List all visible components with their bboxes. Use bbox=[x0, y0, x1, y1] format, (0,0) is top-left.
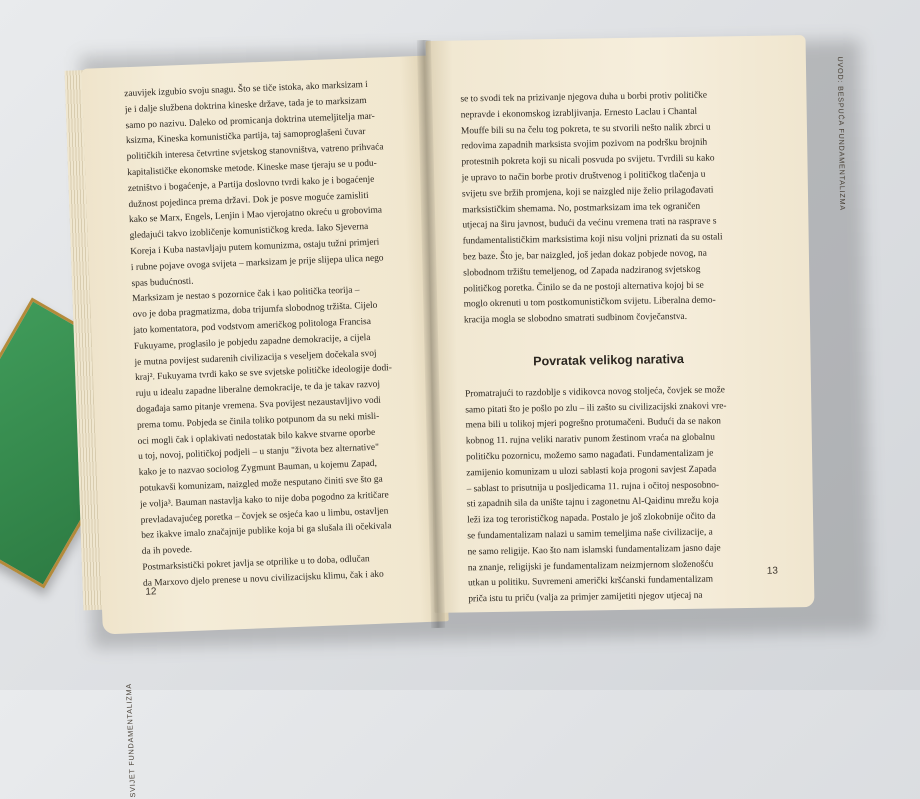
text-line: bez ikakve imalo značajnije publike koja bi ga slušala ili očekivala bbox=[141, 521, 392, 542]
page-number-left: 12 bbox=[145, 586, 157, 598]
text-line: kako se Marx, Engels, Lenjin i Mao vjerojatno okreću u grobovima bbox=[128, 205, 383, 226]
text-line: da Marxovo djelo prenese u novu civilizacijsku klimu, čak i ako bbox=[142, 569, 384, 589]
right-page-text-top bbox=[460, 88, 752, 329]
running-head-right: UVOD: BESPUĆA FUNDAMENTALIZMA bbox=[835, 56, 847, 212]
text-line: spas budućnosti. bbox=[131, 276, 194, 289]
text-line: svijetu sve bržih promjena, koji se naizgled nije želio prilagođavati bbox=[461, 185, 714, 200]
text-line: Promatrajući to razdoblje s vidikovca novog stoljeća, čovjek se može bbox=[465, 385, 725, 400]
text-line: da ih povede. bbox=[141, 545, 193, 557]
text-line: redovima zapadnih marksista svojim pozivom na podršku brojnih bbox=[461, 137, 708, 152]
text-line: ksizma, Kineska komunistička partija, taj samoproglašeni čuvar bbox=[125, 127, 366, 147]
text-line: je mutna povijest sudarenih civilizacija s veseljem dočekala svoj bbox=[134, 348, 377, 368]
text-line: gledajući takvo izobličenje komunističkog kreda. Iako Sjeverna bbox=[129, 222, 369, 242]
text-line: Mouffe bili su na čelu tog pokreta, te su stvorili nešto nalik zbrci u bbox=[460, 122, 711, 137]
text-line: leži iza tog terorističkog napada. Postalo je još zlokobnije očito da bbox=[466, 511, 716, 526]
text-line: utkan u politiku. Suvremeni američki kršćanski fundamentalizam bbox=[467, 574, 714, 589]
text-line: jato komentatora, pod vodstvom američkog politologa Francisa bbox=[133, 316, 372, 336]
text-line: kapitalističke ekonomske metode. Kineske mase tjeraju se u podu- bbox=[127, 158, 377, 179]
text-line: dužnost pojedinca prema državi. Dok je posve moguće zamisliti bbox=[128, 190, 369, 210]
text-line: ne samo religije. Kao što nam islamski fundamentalizam jasno daje bbox=[467, 543, 721, 558]
text-line: događaja samo pitanje vremena. Sva povijest nezaustavljivo vodi bbox=[136, 395, 382, 415]
text-line: kobnog 11. rujna veliki narativ punom žestinom vraća na globalnu bbox=[465, 432, 715, 447]
text-line: prevladavajućeg poretka – čovjek se osjeća kao u limbu, ostavljen bbox=[140, 505, 389, 526]
page-number-right: 13 bbox=[766, 565, 778, 577]
text-line: samo po nazivu. Daleko od promicanja doktrina utemeljitelja mar- bbox=[125, 111, 375, 131]
text-line: – sablast to prisutnija u posljedicama 11. rujna i očitoj nesposobno- bbox=[466, 479, 720, 494]
text-line: Fukuyame, proglasilo je pobjedu zapadne demokracije, a cijela bbox=[133, 332, 371, 352]
text-line: i rubne pojave ovoga svijeta – marksizam je prije slijepa ulica nego bbox=[130, 253, 384, 273]
text-line: mena bili u tolikoj mjeri pogrešno protumačeni. Budući da se nakon bbox=[465, 416, 722, 431]
text-line: kracija mogla se slobodno smatrati sudbinom čovječanstva. bbox=[463, 312, 688, 326]
text-line: na znanje, religijski je fundamentalizam neizmjernom složenošću bbox=[467, 559, 714, 573]
text-line: slobodnom tržištu temeljenog, od Zapada nadziranog svjetskog bbox=[463, 264, 701, 279]
text-line: kraj². Fukuyama tvrdi kako se sve svjetske političke ideologije dodi- bbox=[134, 363, 393, 384]
text-line: fundamentalističkim marksistima koji nisu voljni priznati da su ostali bbox=[462, 232, 723, 247]
text-line: utjecaj na širu javnost, budući da većinu vremena trati na rasprave s bbox=[462, 216, 717, 231]
text-line: moglo okrenuti u tom postkomunističkom svijetu. Liberalna demo- bbox=[463, 295, 716, 310]
text-line: oci mogli čak i oplakivati nedostatak bilo kakve stvarne oporbe bbox=[137, 427, 376, 447]
text-line: bez baze. Što je, bar naizgled, još jedan dokaz pobjede novog, na bbox=[462, 248, 707, 263]
right-page bbox=[426, 35, 847, 613]
text-line: protestnih pokreta koji su nicali posvuda po svijetu. Tvrdili su kako bbox=[461, 153, 715, 168]
section-heading: Povratak velikog narativa bbox=[533, 351, 685, 369]
text-line: ruju u idealu zapadne liberalne demokracije, te da je takav razvoj bbox=[135, 379, 381, 400]
right-page-text-bottom bbox=[465, 383, 756, 609]
text-line: zetništvo i bogaćenje, a Partija doslovno tvrdi kako je i bogaćenje bbox=[127, 174, 375, 194]
text-line: potukavši komunizam, naizgled može nesputano činiti sve što ga bbox=[139, 474, 383, 494]
left-page-text bbox=[124, 77, 413, 592]
text-line: političkog poretka. Činilo se da ne postoji alternativa kojoj bi se bbox=[463, 280, 704, 295]
text-line: se fundamentalizam nalazi u samim temeljima naše civilizacije, a bbox=[467, 527, 713, 542]
text-line: je volja³. Bauman nastavlja kako to nije doba pogodno za kritičare bbox=[139, 490, 389, 510]
text-line: sti zapadnih sila da unište tajnu i zagonetnu Al-Qaidinu mrežu koja bbox=[466, 495, 719, 510]
text-line: političkih interesa četvrtine svjetskog stanovništva, vatreno prihvaća bbox=[126, 142, 384, 163]
text-line: priča istu tu priču (valja za primjer zamijetiti njegov utjecaj na bbox=[468, 590, 703, 605]
running-head-left: SVIJET FUNDAMENTALIZMA bbox=[123, 683, 138, 798]
text-line: Postmarksistički pokret javlja se otprilike u to doba, odlučan bbox=[142, 554, 370, 573]
text-line: kako je to nazvao sociolog Zygmunt Bauman, u kojemu Zapad, bbox=[138, 458, 378, 479]
text-line: nepravde i ekonomskog izrabljivanja. Ernesto Laclau i Chantal bbox=[460, 106, 698, 121]
text-line: se to svodi tek na prizivanje njegova duha u borbi protiv političke bbox=[460, 90, 708, 105]
text-line: prema tomu. Pobjeda se činila toliko potpunom da su neki misli- bbox=[136, 411, 380, 431]
left-page bbox=[81, 56, 448, 798]
text-line: je upravo to način borbe protiv društvenog i političkog tlačenja u bbox=[461, 169, 706, 184]
text-line: ovo je doba pragmatizma, doba trijumfa slobodnog tržišta. Cijelo bbox=[132, 300, 378, 321]
text-line: marksističkim shemama. No, postmarksizam ima tek ograničen bbox=[462, 201, 701, 216]
text-line: političku pozornicu, možemo samo nagađati. Fundamentalizam je bbox=[465, 448, 714, 463]
text-line: je i dalje službena doktrina kineske države, tada je to marksizam bbox=[124, 95, 367, 115]
text-line: Marksizam je nestao s pozornice čak i kao politička teorija – bbox=[131, 285, 360, 305]
text-line: zauvijek izgubio svoju snagu. Što se tiče istoka, ako marksizam i bbox=[124, 79, 368, 100]
text-line: Koreja i Kuba nastavljaju putem komunizma, ostaju tužni primjeri bbox=[130, 237, 380, 258]
text-line: zamijenio komunizam u ulozi sablasti koja progoni savjest Zapada bbox=[466, 464, 717, 479]
text-line: samo pitati što je pošlo po zlu – ili zašto su civilizacijski znakovi vre- bbox=[465, 400, 727, 415]
text-line: u toj, novoj, političkoj podjeli – u stanju "života bez alternative" bbox=[138, 443, 380, 463]
